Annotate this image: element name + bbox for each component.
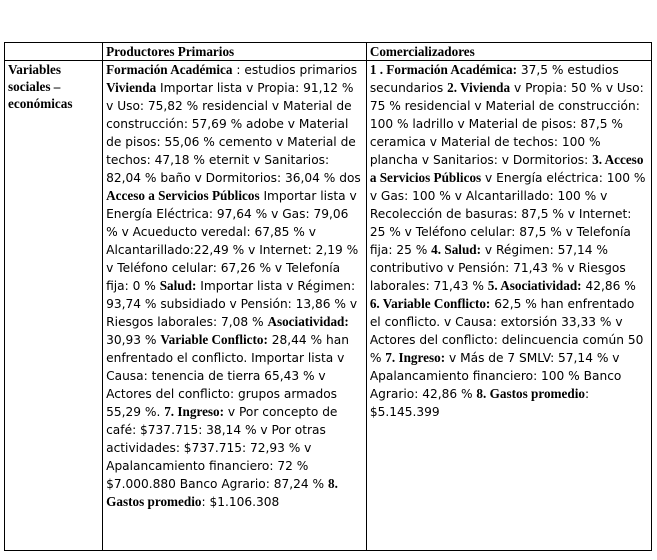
productores-text [106,61,363,511]
prod-seg-5-text: 28,44 % han enfrentado el conflicto. Importar lista v Causa: tenencia de tierra 65,43 % v Actores del conflicto: grupos armados 55,29 %. [106,333,349,419]
com-seg-0-bold: 1 . Formación Académica: [369,62,518,77]
prod-seg-2-text: Importar lista v Energía Eléctrica: 97,64 % v Gas: 79,06 % v Acueducto veredal: 67,85 % v Alcantarillado:22,49 % v Internet: 2,19 % v Teléfono celular: 67,26 % v Telefonía fija: 0 % [106,189,359,293]
com-seg-0-text: 37,5 % estudios secundarios [369,63,619,95]
productores-cell [103,61,367,551]
com-seg-4-text: 42,86 % [581,279,636,293]
prod-seg-2-bold: Acceso a Servicios Públicos [106,188,260,203]
header-productores: Productores Primarios [103,43,367,61]
comercializadores-cell [366,61,651,551]
header-empty-cell [5,43,103,61]
com-seg-4-bold: 5. Asociatividad: [487,278,582,293]
com-seg-2-bold: 3. Acceso a Servicios Públicos [369,152,644,185]
com-seg-1-text: v Propia: 50 % v Uso: 75 % residencial v Material de construcción: 100 % ladrillo v Material de pisos: 87,5 % ceramica v Material de techos: 100 % plancha v Sanitarios: v Dormitorios: [369,81,644,167]
com-seg-6-text: v Más de 7 SMLV: 57,14 % v Apalancamiento financiero: 100 % Banco Agrario: 42,86 % [369,351,622,401]
com-seg-6-bold: 7. Ingreso: [385,350,446,365]
prod-seg-0-text: : estudios primarios [232,63,358,77]
prod-seg-6-bold: 7. Ingreso: [164,404,225,419]
com-seg-5-text: 62,5 % han enfrentado el conflicto. v Causa: extorsión 33,33 % v Actores del conflicto: delincuencia común 50 % [369,297,644,365]
prod-seg-7-text: : $1.106.308 [201,495,280,509]
header-comercializadores: Comercializadores [366,43,651,61]
prod-seg-4-bold: Asociatividad: [267,314,349,329]
prod-seg-3-bold: Salud: [159,278,197,293]
header-row [5,43,652,61]
com-seg-3-bold: 4. Salud: [431,242,482,257]
comercializadores-text [370,61,648,421]
com-seg-7-text: : $5.145.399 [369,387,590,419]
prod-seg-4-text: 30,93 % [106,333,161,347]
prod-seg-6-text: v Por concepto de café: $737.715: 38,14 % v Por otras actividades: $737.715: 72,93 % v Apalancamiento financiero: 72 % $7.000.880 Banco Agrario: 87,24 % [106,405,338,491]
prod-seg-0-bold: Formación Académica [106,62,233,77]
com-seg-1-bold: 2. Vivienda [447,80,511,95]
data-row [5,61,652,551]
com-seg-5-bold: 6. Variable Conflicto: [369,296,491,311]
prod-seg-5-bold: Variable Conflicto: [160,332,268,347]
prod-seg-1-text: Importar lista v Propia: 91,12 % v Uso: 75,82 % residencial v Material de construcción: 57,69 % adobe v Material de pisos: 55,06 % cemento v Material de techos: 47,18 % eternit v Sanitarios: 82,04 % baño v Dormitorios: 36,04 % dos [106,81,361,185]
prod-seg-7-bold: 8. Gastos promedio [106,476,338,509]
prod-seg-3-text: Importar lista v Régimen: 93,74 % subsidiado v Pensión: 13,86 % v Riesgos laborales: 7,08 % [106,279,358,329]
com-seg-2-text: v Energía eléctrica: 100 % v Gas: 100 % v Alcantarillado: 100 % v Recolección de basuras: 87,5 % v Internet: 25 % v Teléfono celular: 87,5 % v Telefonía fija: 25 % [369,171,646,257]
row-label: Variables sociales – económicas [5,61,103,551]
comparison-table [4,42,652,551]
prod-seg-1-bold: Vivienda [106,80,157,95]
com-seg-7-bold: 8. Gastos promedio [476,386,585,401]
com-seg-3-text: v Régimen: 57,14 % contributivo v Pensión: 71,43 % v Riesgos laborales: 71,43 % [369,243,626,293]
